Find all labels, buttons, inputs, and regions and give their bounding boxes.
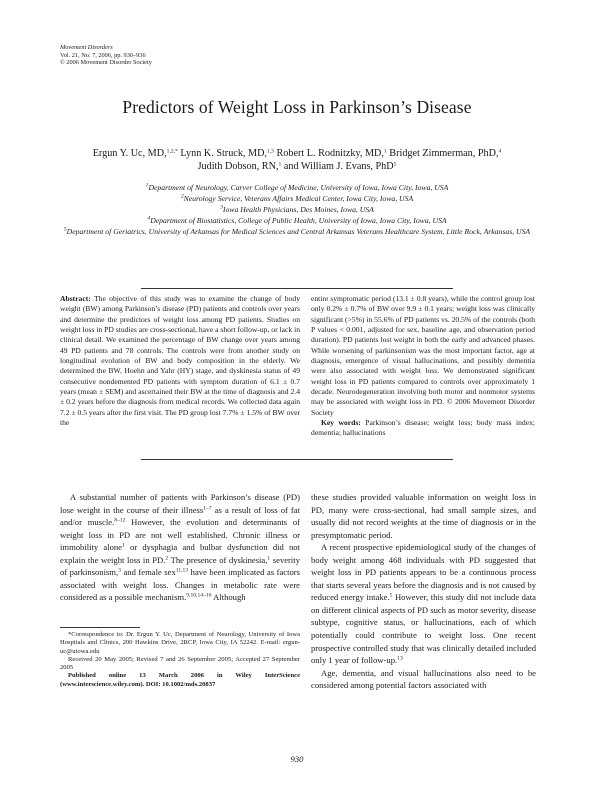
body-paragraph: Age, dementia, and visual hallucinations also need to be considered among potential factors associated with (311, 667, 536, 691)
journal-copyright: © 2006 Movement Disorder Society (60, 59, 152, 67)
affiliation: $^2$Neurology Service, Veterans Affairs Medical Center, Iowa City, Iowa, USA (180, 193, 414, 203)
body-left-column (60, 491, 300, 604)
footnotes (60, 631, 300, 689)
abstract-right-column (311, 294, 535, 439)
keywords-text: Parkinson’s disease; weight loss; body mass index; dementia; hallucinations (311, 418, 535, 438)
citation-marker: 1–7 (203, 505, 212, 512)
author-line-1 (60, 147, 534, 160)
journal-name: Movement Disorders (60, 44, 113, 51)
page-number: 930 (290, 754, 304, 764)
received-note: Received 20 May 2005; Revised 7 and 26 September 2005; Accepted 27 September 2005 (60, 655, 300, 671)
author: Judith Dobson, RN,$^1$ (197, 161, 282, 173)
author: Ergun Y. Uc, MD,$^{1,2,*}$ (92, 148, 178, 159)
abstract-text-right: entire symptomatic period (13.1 ± 0.8 years), while the control group lost only 0.2% ± 0.7% of BW over 9.9 ± 0.1 years; weight loss was clinically significant (>5%) in 55.6% of PD patients vs. 20.5% of the controls (both P values < 0.001, adjusted for sex, baseline age, and observation period duration). PD patients lost weight in both the early and advanced phases. While worsening of parkinsonism was the most important factor, age at diagnosis, emergence of visual hallucinations, and possibly dementia were also associated with weight loss. We demonstrated significant weight loss in PD patients compared to controls over approximately 1 decade. Neurodegeneration involving both motor and nonmotor systems may be associated with weight loss in PD. © 2006 Movement Disorder Society (311, 294, 535, 417)
author: Lynn K. Struck, MD,$^{1,3}$ (180, 148, 274, 159)
citation-marker: 5 (389, 592, 393, 599)
citation-marker: 3 (118, 567, 121, 574)
body-paragraph: these studies provided valuable information on weight loss in PD, many were cross-sectional, had small sample sizes, and usually did not record weights at the time of diagnosis or in the presymptomatic period. (311, 492, 536, 540)
citation-marker: 2 (165, 555, 169, 562)
footnote-rule (60, 627, 140, 628)
citation-marker: 13 (397, 655, 403, 662)
author: Robert L. Rodnitzky, MD,$^1$ (276, 148, 387, 159)
abstract-label: Abstract: (60, 294, 91, 303)
body-paragraph: A substantial number of patients with Parkinson’s disease (PD) lose weight in the course of their illness$^{1-7}$ as a result of loss of fat and/or muscle.$^{8-12}$ However, the evolution and determinants of weight loss in PD are not well established. Chronic illness or immobility alone$^1$ or dysphagia and bulbar dysfunction did not explain the weight loss in PD.$^2$ The presence of dyskinesia,$^1$ severity of parkinsonism,$^3$ and female sex$^{11,13}$ have been implicated as factors associated with weight loss. Changes in metabolic rate were considered as a possible mechanism.$^{9,10,14-16}$ Although (60, 492, 301, 603)
abstract-bottom-rule (141, 459, 453, 460)
author-list (60, 147, 534, 174)
abstract-text-left: The objective of this study was to examine the change of body weight (BW) among Parkinson’s disease (PD) patients and controls over years and determine the predictors of weight loss among PD patients. Studies on weight loss in PD studies are cross-sectional, have a short follow-up, or lack in clinical detail. We examined the percentage of BW change over years among 49 PD patients and 78 controls. The controls were from another study on longitudinal evolution of BW and body composition in the elderly. We determined the BW, Hoehn and Yahr (HY) stage, and dyskinesia status of 49 consecutive nondemented PD patients with symptom duration of 6.1 ± 0.7 years (mean ± SEM) and ascertained their BW at the time of diagnosis and 2.4 ± 0.2 years before the diagnosis from medical records. We collected data again 7.2 ± 0.5 years after the first visit. The PD group lost 7.7% ± 1.5% of BW over the (60, 294, 300, 428)
citation-marker: 1 (122, 542, 125, 549)
journal-volume: Vol. 21, No. 7, 2006, pp. 930–936 (60, 51, 146, 59)
affiliation: $^3$Iowa Health Physicians, Des Moines, Iowa, USA (220, 204, 374, 214)
body-right-column (311, 491, 536, 692)
abstract-left-column (60, 294, 300, 428)
affiliation-list (60, 182, 534, 237)
journal-header (60, 44, 152, 67)
author: Bridget Zimmerman, PhD,$^4$ (389, 148, 502, 159)
citation-marker: 8–12 (114, 517, 126, 524)
author-line-2 (60, 160, 534, 173)
body-paragraph: A recent prospective epidemiological study of the changes of body weight among 468 individuals with PD suggested that weight loss in PD patients appears to be a continuous process that starts several years before the diagnosis and is not caused by reduced energy intake.$^5$ However, this study did not include data on different clinical aspects of PD such as motor severity, disease subtype, cognitive status, or hallucinations, each of which potentially could contribute to weight loss. One recent prospective controlled study that was clinically detailed included only 1 year of follow-up.$^{13}$ (311, 542, 536, 666)
citation-marker: 11,13 (175, 567, 189, 574)
correspondence-note: *Correspondence to: Dr. Ergun Y. Uc, Department of Neurology, University of Iowa Hospitals and Clinics, 200 Hawkins Drive, 2RCP, Iowa City, IA 52242. E-mail: ergun-uc@uiowa.edu (60, 631, 300, 655)
affiliation: $^1$Department of Neurology, Carver College of Medicine, University of Iowa, Iowa City, Iowa, USA (145, 182, 449, 192)
author: and William J. Evans, PhD$^5$ (283, 161, 397, 173)
affiliation: $^4$Department of Biostatistics, College of Public Health, University of Iowa, Iowa City, Iowa, USA (147, 215, 447, 225)
citation-marker: 9,10,14–16 (186, 592, 212, 599)
published-note: Published online 13 March 2006 in Wiley InterScience (www.interscience.wiley.com). DOI: 10.1002/mds.20837 (60, 672, 300, 688)
keywords (311, 418, 535, 439)
keywords-label: Key words: (321, 418, 361, 428)
article-title: Predictors of Weight Loss in Parkinson’s Disease (122, 97, 472, 117)
abstract-top-rule (141, 288, 453, 289)
affiliation: $^5$Department of Geriatrics, University of Arkansas for Medical Sciences and Central Arkansas Veterans Healthcare System, Little Rock, Arkansas, USA (63, 226, 531, 236)
citation-marker: 1 (267, 555, 271, 562)
